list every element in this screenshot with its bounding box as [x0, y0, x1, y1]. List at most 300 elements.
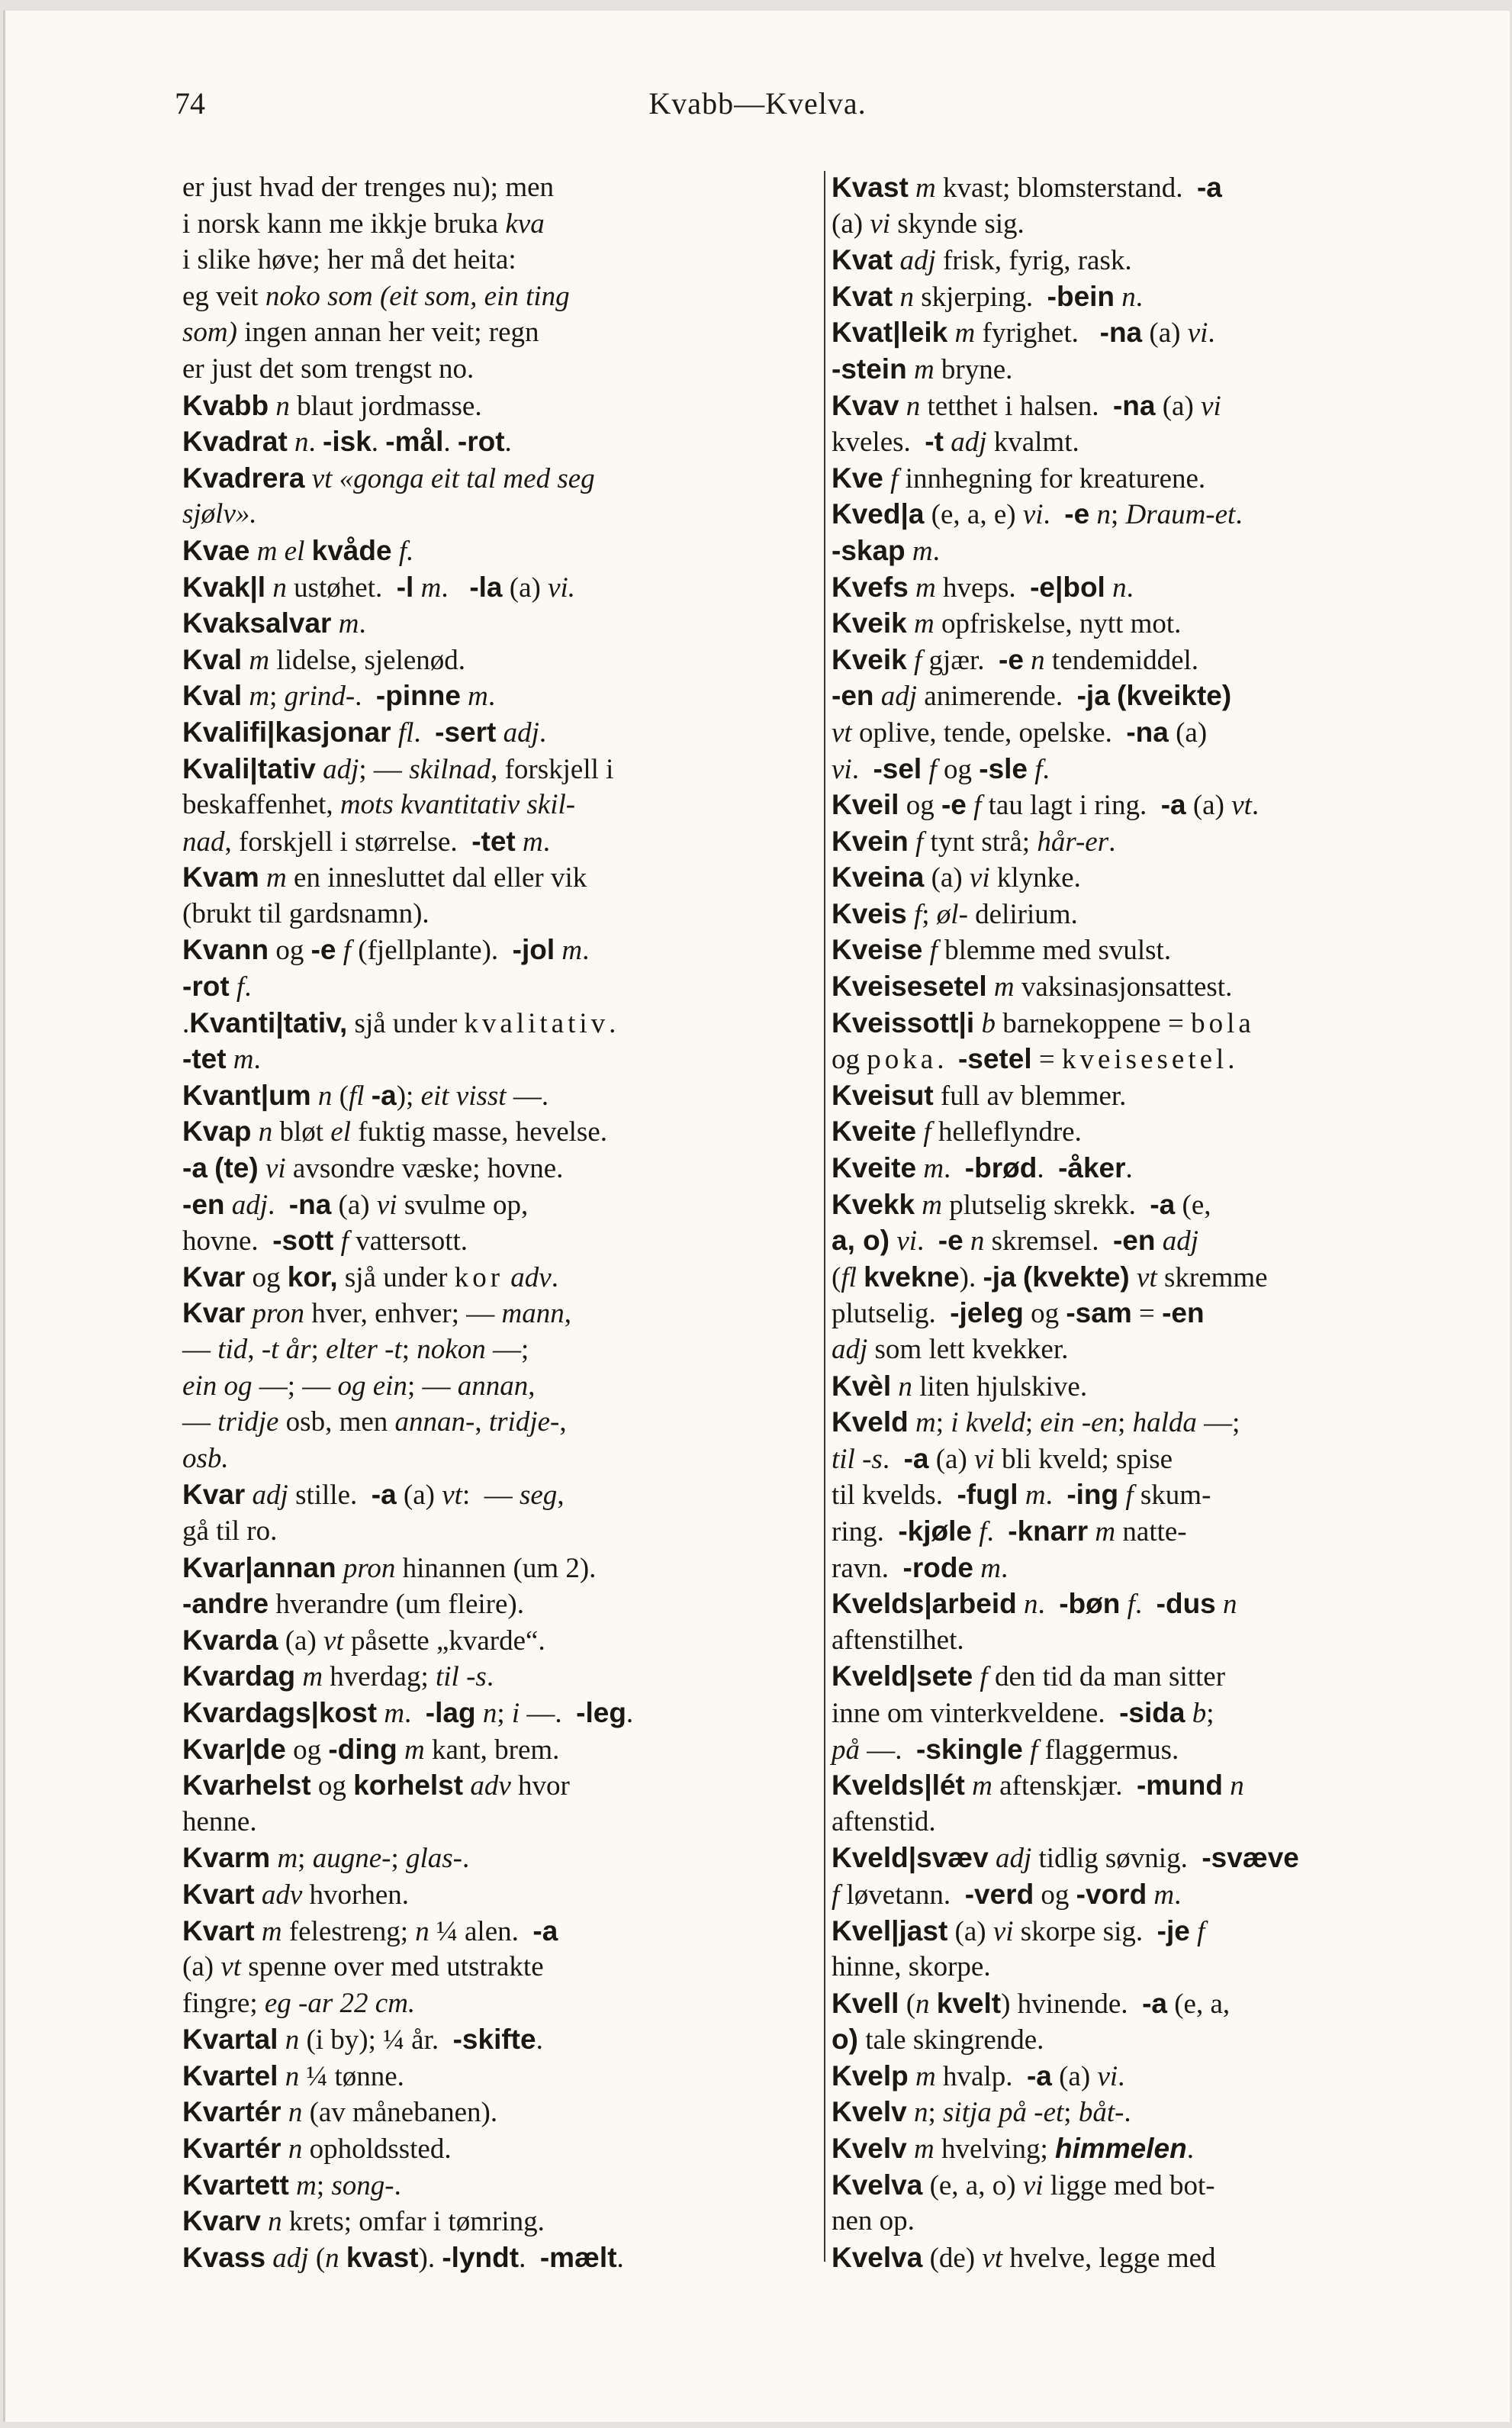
entry-text — [944, 427, 951, 458]
left-column-line — [182, 1586, 835, 1622]
entry-text: el — [330, 1116, 351, 1148]
entry-text: adj — [231, 1189, 269, 1221]
entry-text: vi — [870, 208, 891, 240]
headword: -e|bol — [1030, 571, 1105, 603]
entry-text: . — [355, 681, 376, 713]
left-column-line — [182, 1731, 835, 1768]
entry-text: vt — [982, 2242, 1003, 2274]
right-column-line — [832, 460, 1480, 497]
headword: Kvaksalvar — [182, 607, 332, 639]
entry-text: til kvelds. — [832, 1480, 957, 1512]
entry-text: m — [913, 2133, 935, 2166]
entry-text: kvalitativ — [464, 1007, 610, 1039]
headword: Kvat — [832, 280, 893, 312]
entry-text: øl- — [936, 898, 968, 930]
headword: Kve — [832, 462, 883, 494]
entry-text: . — [1000, 1552, 1009, 1584]
headword: -stein — [832, 353, 907, 385]
entry-text: n — [258, 1116, 273, 1148]
entry-text: skjerping. — [913, 281, 1047, 313]
headword: Kvarda — [182, 1624, 278, 1656]
entry-text: blemme med svulst. — [937, 935, 1172, 967]
right-column-line — [832, 388, 1480, 424]
entry-text: m — [420, 572, 442, 604]
headword: -skingle — [916, 1733, 1023, 1765]
left-column-line — [182, 1332, 835, 1368]
entry-text — [1118, 1480, 1125, 1511]
entry-text: m — [980, 1552, 1001, 1584]
right-column-line — [832, 1332, 1480, 1368]
headword: -lag — [425, 1696, 476, 1728]
left-column-line — [182, 2094, 835, 2130]
headword: Kvartett — [182, 2169, 289, 2201]
right-column-line — [832, 314, 1480, 351]
entry-text: = — [1031, 1044, 1062, 1076]
entry-text: b — [981, 1007, 996, 1039]
right-column-line — [832, 569, 1480, 606]
entry-text: den tid da man sitter — [987, 1661, 1226, 1693]
right-column-line — [832, 1622, 1480, 1659]
entry-text — [289, 2170, 296, 2201]
headword: -a — [371, 1479, 397, 1511]
right-column-line — [832, 605, 1480, 642]
headword: kvåde — [311, 534, 392, 566]
left-column-line — [182, 642, 835, 678]
entry-text — [973, 1553, 980, 1584]
entry-text: poka — [867, 1044, 938, 1076]
entry-text: ). — [418, 2242, 442, 2274]
entry-text: ; — [316, 2169, 332, 2201]
entry-text — [909, 826, 915, 858]
left-column-line — [182, 2130, 835, 2167]
right-column-line — [832, 2021, 1480, 2058]
headword: Kveik — [832, 643, 907, 675]
right-column-line — [832, 823, 1480, 860]
entry-text: . — [1037, 1153, 1059, 1185]
right-column-line — [832, 206, 1480, 243]
entry-text — [883, 463, 890, 494]
right-column-line — [832, 1150, 1480, 1187]
entry-text: ; — [1110, 499, 1126, 531]
headword: -skifte — [452, 2024, 536, 2056]
headword: Kvadrat — [182, 426, 288, 458]
entry-text: tridje — [217, 1406, 279, 1438]
entry-text: (a) — [1185, 790, 1232, 822]
entry-text — [1023, 1734, 1030, 1766]
entry-text: båt- — [1078, 2097, 1124, 2129]
entry-text: hvelving; — [934, 2133, 1055, 2166]
entry-text: flaggermus. — [1037, 1734, 1179, 1766]
entry-text: (a) — [331, 1189, 377, 1221]
running-head: Kvabb—Kvelva. — [648, 86, 867, 121]
entry-text: til -s — [436, 1661, 487, 1693]
entry-text: seg — [519, 1480, 558, 1512]
entry-text: vi — [992, 1915, 1014, 1947]
headword: -na — [1126, 716, 1169, 748]
entry-text: ein -en — [1040, 1407, 1118, 1439]
headword: -a — [1160, 789, 1186, 821]
headword: -mål — [385, 426, 444, 458]
right-column-line — [832, 751, 1480, 787]
entry-text: . — [626, 1697, 634, 1729]
headword: Kvar — [182, 1261, 246, 1293]
headword: Kvardags|kost — [182, 1696, 378, 1728]
headword: kvelt — [936, 1987, 1002, 2019]
headword: Kvel|jast — [832, 1914, 948, 1947]
left-column-line — [182, 1113, 835, 1150]
entry-text: f — [1125, 1480, 1134, 1512]
entry-text — [989, 1843, 996, 1874]
entry-text: skorpe sig. — [1013, 1915, 1157, 1947]
entry-text — [1018, 1480, 1025, 1511]
right-column-line — [832, 1840, 1480, 1876]
entry-text: ; — [928, 2097, 944, 2129]
headword: Kvardag — [182, 1660, 296, 1692]
entry-text — [857, 1262, 864, 1293]
headword: -ja — [1076, 680, 1110, 712]
entry-text: n — [913, 2097, 928, 2129]
entry-text — [304, 463, 311, 494]
entry-text: (e, a, o) — [922, 2169, 1023, 2201]
entry-text: . — [1043, 499, 1065, 531]
headword: -vord — [1076, 1878, 1147, 1910]
entry-text: hvor — [510, 1770, 570, 1802]
entry-text: vt — [1231, 790, 1252, 822]
entry-text — [916, 1116, 923, 1148]
headword: -a — [1026, 2059, 1052, 2091]
entry-text: plutselig skrekk. — [942, 1189, 1150, 1221]
headword: -en — [1162, 1297, 1205, 1329]
left-column-line — [182, 714, 835, 751]
entry-text: avsondre væske; hovne. — [285, 1153, 564, 1185]
headword: Kvelds|arbeid — [832, 1588, 1017, 1620]
entry-text — [288, 427, 294, 458]
entry-text: . — [253, 1044, 261, 1076]
right-column-line — [832, 1876, 1480, 1913]
right-column-line — [832, 1804, 1480, 1840]
entry-text — [907, 645, 914, 676]
right-column-line — [832, 1985, 1480, 2022]
entry-text: . — [394, 2169, 401, 2201]
entry-text: fl — [348, 1080, 365, 1112]
entry-text: hår-er — [1037, 826, 1109, 858]
headword: -skap — [832, 534, 906, 566]
left-column-line — [182, 1513, 835, 1550]
entry-text: adv — [510, 1261, 552, 1293]
entry-text: ) hvinende. — [1001, 1988, 1143, 2020]
entry-text: ; — [935, 1407, 951, 1439]
entry-text: ; — — [407, 1370, 458, 1402]
right-column-line — [832, 1949, 1480, 1985]
entry-text: sitja på -et — [943, 2097, 1064, 2129]
entry-text: vi — [265, 1153, 286, 1185]
entry-text: skremsel. — [984, 1225, 1113, 1257]
headword: Kveld|svæv — [832, 1842, 989, 1874]
headword: -leg — [576, 1696, 626, 1728]
entry-text: vt — [832, 716, 852, 749]
entry-text — [555, 935, 561, 966]
entry-text: f — [343, 935, 352, 967]
entry-text: f — [1127, 1589, 1135, 1621]
headword: Kvanti|tativ, — [189, 1006, 348, 1039]
entry-text: ravn. — [832, 1552, 903, 1584]
entry-text: sjå under — [347, 1007, 465, 1039]
entry-text — [227, 1044, 233, 1075]
entry-text: (i by); ¼ år. — [299, 2024, 453, 2056]
entry-text — [972, 1516, 979, 1547]
entry-text: . — [917, 1225, 938, 1257]
entry-text: . — [486, 1661, 494, 1693]
entry-text: —. — [506, 1080, 549, 1112]
entry-text: . — [1235, 499, 1243, 531]
entry-text: helleflyndre. — [931, 1116, 1082, 1148]
entry-text: . — [542, 826, 550, 858]
entry-text: hvorhen. — [302, 1879, 410, 1911]
entry-text: (a) — [1155, 390, 1202, 422]
left-column-line — [182, 1658, 835, 1695]
entry-text: . — [944, 1153, 965, 1185]
entry-text: n — [482, 1697, 497, 1729]
entry-text — [278, 2061, 285, 2092]
right-column-line — [832, 1695, 1480, 1731]
entry-text: vt «gonga eit tal med seg — [311, 462, 595, 494]
entry-text — [907, 2097, 914, 2128]
headword: Kvat — [832, 244, 893, 276]
entry-text: eg veit — [182, 280, 265, 312]
entry-text: augne- — [312, 1843, 391, 1875]
entry-text: ); — [396, 1080, 421, 1112]
left-column-line — [182, 1441, 835, 1477]
entry-text: n — [1031, 644, 1045, 676]
entry-text: . — [244, 971, 252, 1003]
right-column-line — [832, 2094, 1480, 2130]
headword: -sott — [272, 1225, 334, 1257]
entry-text: henne. — [182, 1805, 257, 1837]
entry-text: n — [1121, 281, 1136, 313]
entry-text — [1105, 572, 1112, 604]
entry-text: ein og — [182, 1370, 253, 1402]
entry-text: n — [1223, 1589, 1237, 1621]
entry-text: stille. — [288, 1480, 372, 1512]
entry-text: vattersott. — [348, 1225, 468, 1257]
entry-text: n — [275, 390, 290, 422]
entry-text: . — [462, 1843, 470, 1875]
headword: Kvein — [832, 825, 909, 857]
headword: Kvalifi|kasjonar — [182, 716, 391, 748]
entry-text: skilnad — [409, 753, 491, 785]
entry-text: f — [913, 644, 922, 676]
left-column-line — [182, 1187, 835, 1223]
headword: Kvar|de — [182, 1733, 286, 1765]
entry-text: m — [1025, 1480, 1046, 1512]
headword: -a — [1142, 1987, 1167, 2019]
left-column-line — [182, 423, 835, 460]
entry-text: . — [539, 716, 547, 749]
entry-text: . — [1186, 2133, 1194, 2166]
entry-text: . — [1124, 2097, 1131, 2129]
headword: -en — [1112, 1225, 1156, 1257]
entry-text — [907, 899, 914, 930]
headword: -ding — [328, 1733, 397, 1765]
entry-text: m — [954, 317, 976, 349]
entry-text: (brukt til gardsnamn). — [182, 897, 429, 929]
right-column-line — [832, 859, 1480, 896]
entry-text: vt — [220, 1951, 242, 1983]
entry-text: m — [913, 353, 935, 385]
entry-text — [1120, 1589, 1127, 1620]
right-column-line — [832, 642, 1480, 678]
entry-text: noko som (eit som, ein ting — [265, 280, 570, 312]
entry-text: hvalp. — [935, 2060, 1027, 2092]
headword: -ing — [1066, 1479, 1119, 1511]
entry-text: ¼ alen. — [429, 1915, 533, 1947]
headword: -sert — [435, 716, 497, 748]
headword: -fugl — [957, 1479, 1018, 1511]
entry-text — [907, 354, 914, 385]
headword: -a — [532, 1914, 558, 1947]
headword: -setel — [957, 1043, 1032, 1075]
headword: Kveisut — [832, 1079, 934, 1111]
entry-text: (e, a, e) — [924, 499, 1023, 531]
entry-text: aftenskjær. — [992, 1770, 1137, 1802]
right-column-line — [832, 714, 1480, 751]
entry-text: vaksinasjonsattest. — [1014, 971, 1233, 1003]
entry-text: n — [294, 427, 309, 459]
entry-text: song- — [331, 2169, 394, 2201]
right-column-line — [832, 1222, 1480, 1259]
headword: -la — [469, 571, 503, 603]
headword: Kvav — [832, 389, 899, 421]
headword: Kveisesetel — [832, 971, 987, 1003]
entry-text: kveles. — [832, 427, 925, 459]
right-column-line — [832, 968, 1480, 1005]
headword: -en — [832, 680, 874, 712]
headword: -åker — [1058, 1152, 1126, 1184]
entry-text: m — [1095, 1515, 1116, 1547]
right-column-line — [832, 496, 1480, 533]
entry-text: gå til ro. — [182, 1515, 278, 1547]
entry-text: tid — [217, 1334, 248, 1365]
headword: Kvadrera — [182, 462, 305, 494]
headword: kvekne — [864, 1261, 960, 1293]
headword: -jeleg — [950, 1297, 1024, 1329]
entry-text: m — [915, 572, 936, 604]
entry-text — [278, 2024, 285, 2056]
entry-text: adj — [880, 681, 918, 713]
entry-text: vi — [1022, 2169, 1044, 2201]
entry-text: sjølv». — [182, 498, 257, 530]
entry-text: osb, men — [278, 1406, 395, 1438]
entry-text: m — [923, 1153, 944, 1185]
entry-text: ; — [1063, 2097, 1079, 2129]
entry-text: , — [557, 1480, 565, 1512]
entry-text: hverdag; — [323, 1661, 436, 1693]
entry-text: m — [468, 681, 488, 713]
entry-text: , — [247, 1334, 262, 1365]
headword: Kvell — [832, 1987, 899, 2019]
left-column-line — [182, 1804, 835, 1840]
entry-text: ; — [922, 898, 937, 930]
entry-text — [311, 1080, 318, 1112]
entry-text — [461, 681, 468, 712]
entry-text: vt — [323, 1625, 344, 1657]
entry-text: skremme — [1157, 1261, 1268, 1293]
entry-text: . — [1037, 1589, 1060, 1621]
entry-text: n — [288, 2097, 303, 2129]
headword: Kveise — [832, 934, 923, 966]
entry-text: n — [970, 1225, 985, 1257]
entry-text: liten hjulskive. — [912, 1370, 1088, 1402]
headword: Kvart — [182, 1878, 255, 1910]
headword: -lyndt — [442, 2241, 520, 2273]
entry-text — [1017, 1589, 1024, 1620]
headword: korhelst — [353, 1769, 464, 1802]
entry-text: og — [245, 1261, 288, 1293]
entry-text: klynke. — [989, 862, 1081, 894]
entry-text: (a) — [924, 862, 970, 894]
entry-text: . — [1134, 1589, 1157, 1621]
entry-text: tynt strå; — [923, 826, 1037, 858]
headword: -rot — [457, 426, 505, 458]
entry-text — [930, 1988, 937, 2020]
entry-text: f — [1197, 1915, 1205, 1947]
left-column-line — [182, 896, 835, 932]
entry-text: . — [1125, 1153, 1133, 1185]
headword: -sel — [873, 752, 922, 784]
headword: (te) — [214, 1152, 259, 1184]
left-column-line — [182, 2167, 835, 2204]
entry-text — [899, 391, 906, 422]
entry-text: , — [475, 1406, 489, 1438]
right-column-line — [832, 1368, 1480, 1405]
entry-text: aftenstilhet. — [832, 1624, 964, 1656]
entry-text — [255, 1916, 262, 1947]
headword: Kvartel — [182, 2059, 278, 2091]
headword: -a — [1196, 172, 1222, 203]
entry-text: n — [906, 390, 921, 422]
entry-text: (a) — [182, 1951, 221, 1983]
entry-text: fuktig masse, hevelse. — [351, 1116, 607, 1148]
entry-text: m — [561, 935, 583, 967]
right-column-line — [832, 169, 1480, 206]
left-column-line — [182, 1913, 835, 1950]
headword: -sle — [979, 752, 1028, 784]
entry-text: (e, a, — [1166, 1988, 1231, 2020]
entry-text: mann — [501, 1298, 565, 1330]
entry-text: . — [1108, 826, 1116, 858]
entry-text: krets; omfar i tømring. — [281, 2206, 545, 2238]
entry-text — [261, 2206, 268, 2237]
left-column-line — [182, 678, 835, 714]
entry-text: adj — [899, 245, 936, 277]
entry-text: delirium. — [967, 898, 1078, 930]
entry-text: : — — [462, 1480, 520, 1512]
entry-text: opholdssted. — [302, 2133, 452, 2166]
headword: -verd — [964, 1878, 1034, 1910]
entry-text: . — [504, 427, 512, 459]
entry-text: . — [359, 608, 366, 640]
entry-text — [890, 1225, 896, 1257]
entry-text: inne om vinterkveldene. — [832, 1697, 1120, 1729]
entry-text — [339, 2243, 346, 2274]
entry-text: . — [413, 716, 436, 749]
entry-text — [295, 1661, 302, 1692]
headword: Kveina — [832, 861, 925, 894]
entry-text: m — [915, 1407, 936, 1439]
headword: -na — [1112, 389, 1156, 421]
entry-text: (a) — [1051, 2060, 1098, 2092]
entry-text: til -s — [832, 1443, 883, 1475]
